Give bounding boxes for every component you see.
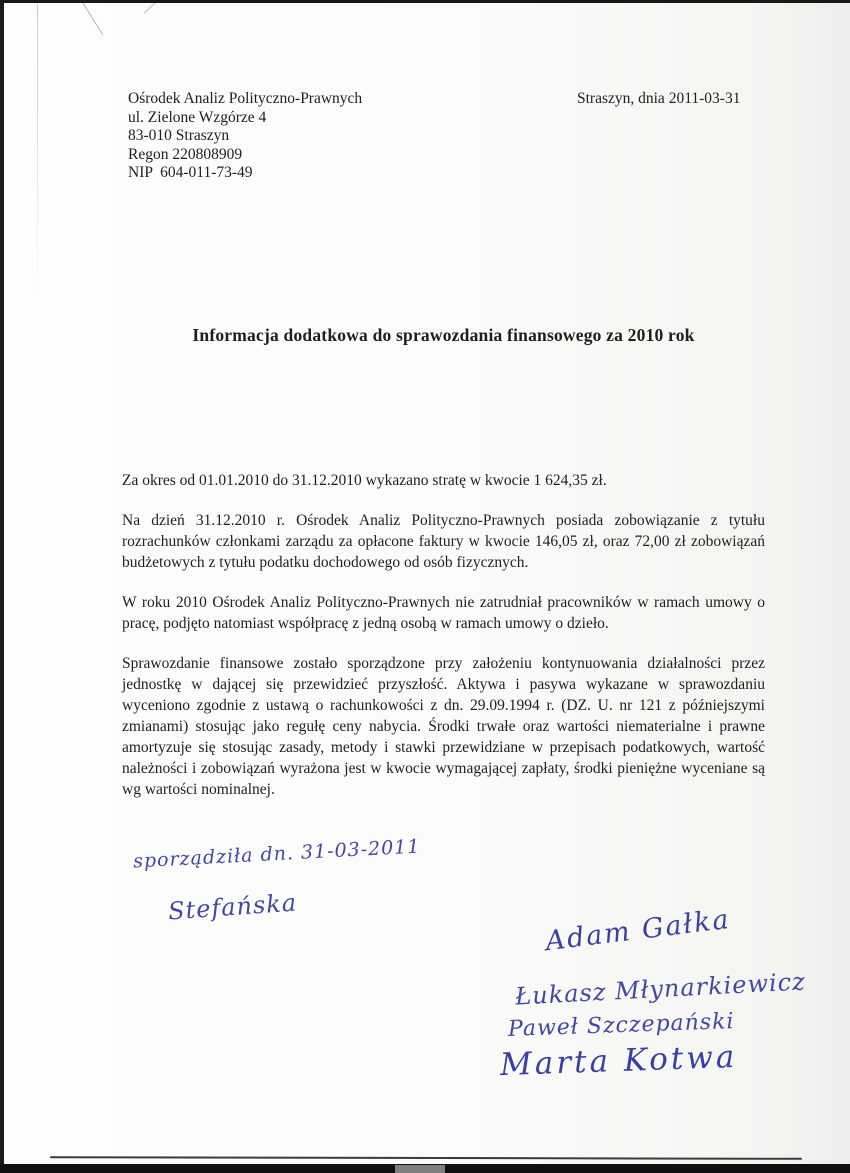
scan-crease-diagonal <box>78 0 103 35</box>
handwritten-signature-1: Adam Gałka <box>543 903 733 958</box>
handwritten-signature-4: Marta Kotwa <box>499 1038 738 1084</box>
document-title: Informacja dodatkowa do sprawozdania finansowego za 2010 rok <box>192 325 695 345</box>
paragraph-accounting-principles: Sprawozdanie finansowe zostało sporządzone przy założeniu kontynuowania działalności przez jednostkę w dającej się przewidzieć przyszłość. Aktywa i pasywa wykazane w sprawozdaniu wyceniono zgodnie z ustawą o rachunkowości z dn. 29.09.1994 r. (DZ. U. nr 121 z późniejszymi zmianami) stosując jako regułę ceny nabycia. Środki trwałe oraz wartości niematerialne i prawne amortyzuje się stosując zasady, metody i stawki przewidziane w przepisach podatkowych, wartość należności i zobowiązań wyrażona jest w kwocie wymagającej zapłaty, środki pieniężne wyceniane są wg wartości nominalnej. <box>122 655 765 798</box>
sender-nip: NIP 604-011-73-49 <box>128 164 253 182</box>
document-body <box>122 470 765 819</box>
paragraph-liabilities: Na dzień 31.12.2010 r. Ośrodek Analiz Polityczno-Prawnych posiada zobowiązanie z tytułu rozrachunków członkami zarządu za opłacone faktury w kwocie 146,05 zł, oraz 72,00 zł zobowiązań budżetowych z tytułu podatku dochodowego od osób fizycznych. <box>122 512 765 571</box>
sender-name: Ośrodek Analiz Polityczno-Prawnych <box>128 90 363 107</box>
page-bottom-edge-shadow <box>50 1156 802 1160</box>
scan-edge-left <box>0 0 4 1173</box>
sender-street: ul. Zielone Wzgórze 4 <box>128 108 267 126</box>
handwritten-signature-2: Łukasz Młynarkiewicz <box>514 967 807 1011</box>
handwritten-prepared-by-note: sporządziła dn. 31-03-2011 <box>132 835 421 873</box>
scan-crease-vertical <box>37 4 38 304</box>
paragraph-loss-for-period: Za okres od 01.01.2010 do 31.12.2010 wykazano stratę w kwocie 1 624,35 zł. <box>122 472 607 489</box>
sender-regon: Regon 220808909 <box>128 145 243 163</box>
scan-edge-bottom-gray-segment <box>395 1165 445 1173</box>
paragraph-employment: W roku 2010 Ośrodek Analiz Polityczno-Prawnych nie zatrudniał pracowników w ramach umowy o pracę, podjęto natomiast współpracę z jedną osobą w ramach umowy o dzieło. <box>122 594 765 632</box>
place-and-date: Straszyn, dnia 2011-03-31 <box>577 90 741 107</box>
handwritten-signature-3: Paweł Szczepański <box>507 1009 735 1042</box>
handwritten-preparer-signature: Stefańska <box>167 888 298 926</box>
sender-city: 83-010 Straszyn <box>128 127 230 145</box>
scan-edge-top <box>0 0 850 3</box>
sender-address-block <box>128 90 362 183</box>
